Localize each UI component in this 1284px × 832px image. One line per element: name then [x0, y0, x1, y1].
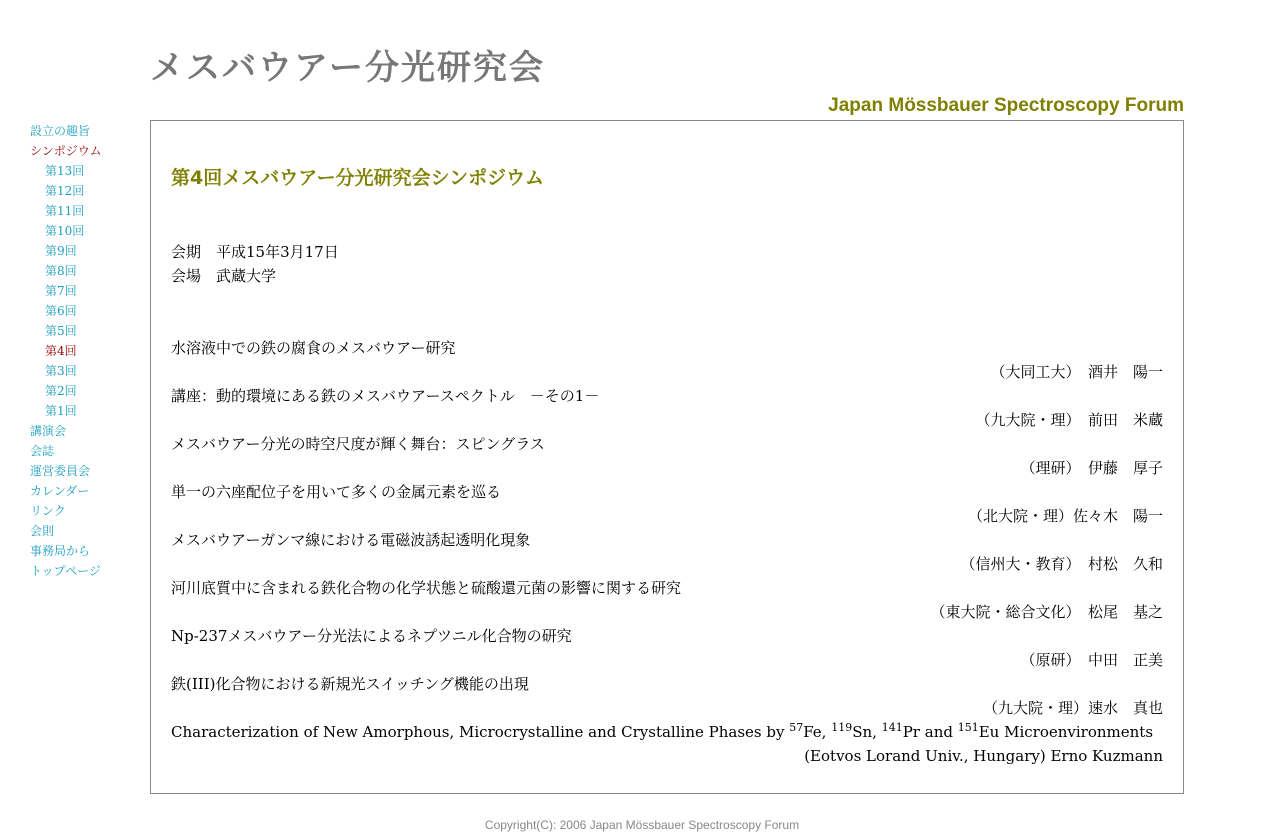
sidebar-item[interactable]: 設立の趣旨	[30, 124, 91, 138]
session-period: 会期 平成15年3月17日	[171, 243, 339, 261]
isotope-mass-number: 119	[831, 721, 853, 734]
symposium-heading: 第4回メスバウアー分光研究会シンポジウム	[171, 167, 544, 189]
sidebar-item[interactable]: 会誌	[30, 444, 55, 458]
copyright-footer: Copyright(C): 2006 Japan Mössbauer Spectroscopy Forum	[484, 818, 800, 832]
talk-title-part: Eu Microenvironments	[978, 723, 1154, 741]
sidebar-item[interactable]: 講演会	[30, 424, 67, 438]
sidebar-subitem[interactable]: 第13回	[45, 164, 85, 178]
sidebar-item[interactable]: 運営委員会	[30, 464, 91, 478]
sidebar-item[interactable]: シンポジウム	[30, 144, 102, 158]
talk-author: （九大院・理）速水 真也	[982, 699, 1163, 717]
talk-title: メスバウアー分光の時空尺度が輝く舞台：スピングラス	[171, 435, 545, 453]
site-title: メスバウアー分光研究会	[150, 48, 545, 88]
talk-author: （東大院・総合文化） 松尾 基之	[930, 603, 1163, 621]
isotope-mass-number: 141	[881, 721, 903, 734]
talk-title	[171, 720, 1163, 744]
sidebar-item[interactable]: 事務局から	[30, 544, 91, 558]
talk-title: Np-237メスバウアー分光法によるネプツニル化合物の研究	[171, 627, 572, 645]
talk-title: 河川底質中に含まれる鉄化合物の化学状態と硫酸還元菌の影響に関する研究	[171, 579, 682, 597]
talk-title: 講座：動的環境にある鉄のメスバウアースペクトル －その1－	[171, 387, 600, 405]
sidebar-subitem[interactable]: 第1回	[45, 404, 77, 418]
talk-author: （北大院・理）佐々木 陽一	[967, 507, 1163, 525]
sidebar-subitem[interactable]: 第6回	[45, 304, 77, 318]
sidebar-item[interactable]: カレンダー	[30, 484, 90, 498]
sidebar-subitem[interactable]: 第10回	[45, 224, 85, 238]
talk-title: 水溶液中での鉄の腐食のメスバウアー研究	[171, 339, 456, 357]
talk-title-part: Sn,	[852, 723, 882, 741]
sidebar-subitem[interactable]: 第4回	[45, 344, 77, 358]
sidebar-item[interactable]: リンク	[30, 504, 66, 518]
talk-title: 鉄(III)化合物における新規光スイッチング機能の出現	[171, 675, 529, 693]
talk-author: （信州大・教育） 村松 久和	[960, 555, 1163, 573]
sidebar-nav	[30, 121, 145, 581]
sidebar-subitem[interactable]: 第2回	[45, 384, 77, 398]
talk-list	[171, 336, 1163, 768]
talk-title-part: Fe,	[803, 723, 832, 741]
isotope-mass-number: 151	[957, 721, 979, 734]
site-subtitle: Japan Mössbauer Spectroscopy Forum	[828, 95, 1184, 116]
sidebar-subitem[interactable]: 第3回	[45, 364, 77, 378]
main-content	[150, 120, 1184, 794]
sidebar-subitem[interactable]: 第11回	[45, 204, 85, 218]
talk-title-part: Pr and	[902, 723, 958, 741]
talk-author: (Eotvos Lorand Univ., Hungary) Erno Kuzmann	[804, 747, 1163, 765]
sidebar-item[interactable]: 会則	[30, 524, 55, 538]
talk-title: 単一の六座配位子を用いて多くの金属元素を巡る	[171, 483, 502, 501]
sidebar-item[interactable]: トップページ	[30, 564, 101, 578]
talk-author: （原研） 中田 正美	[1020, 651, 1163, 669]
isotope-mass-number: 57	[789, 721, 804, 734]
talk-author: （理研） 伊藤 厚子	[1020, 459, 1163, 477]
sidebar-subitem[interactable]: 第12回	[45, 184, 85, 198]
sidebar-subitem[interactable]: 第8回	[45, 264, 77, 278]
sidebar-subitem[interactable]: 第9回	[45, 244, 77, 258]
talk-author: （大同工大） 酒井 陽一	[990, 363, 1163, 381]
talk-title: メスバウアーガンマ線における電磁波誘起透明化現象	[171, 531, 531, 549]
talk-author: （九大院・理） 前田 米蔵	[975, 411, 1163, 429]
sidebar-subitem[interactable]: 第7回	[45, 284, 77, 298]
sidebar-subitem[interactable]: 第5回	[45, 324, 77, 338]
session-venue: 会場 武蔵大学	[171, 267, 277, 285]
talk-title-part: Characterization of New Amorphous, Microcrystalline and Crystalline Phases by	[171, 723, 790, 741]
